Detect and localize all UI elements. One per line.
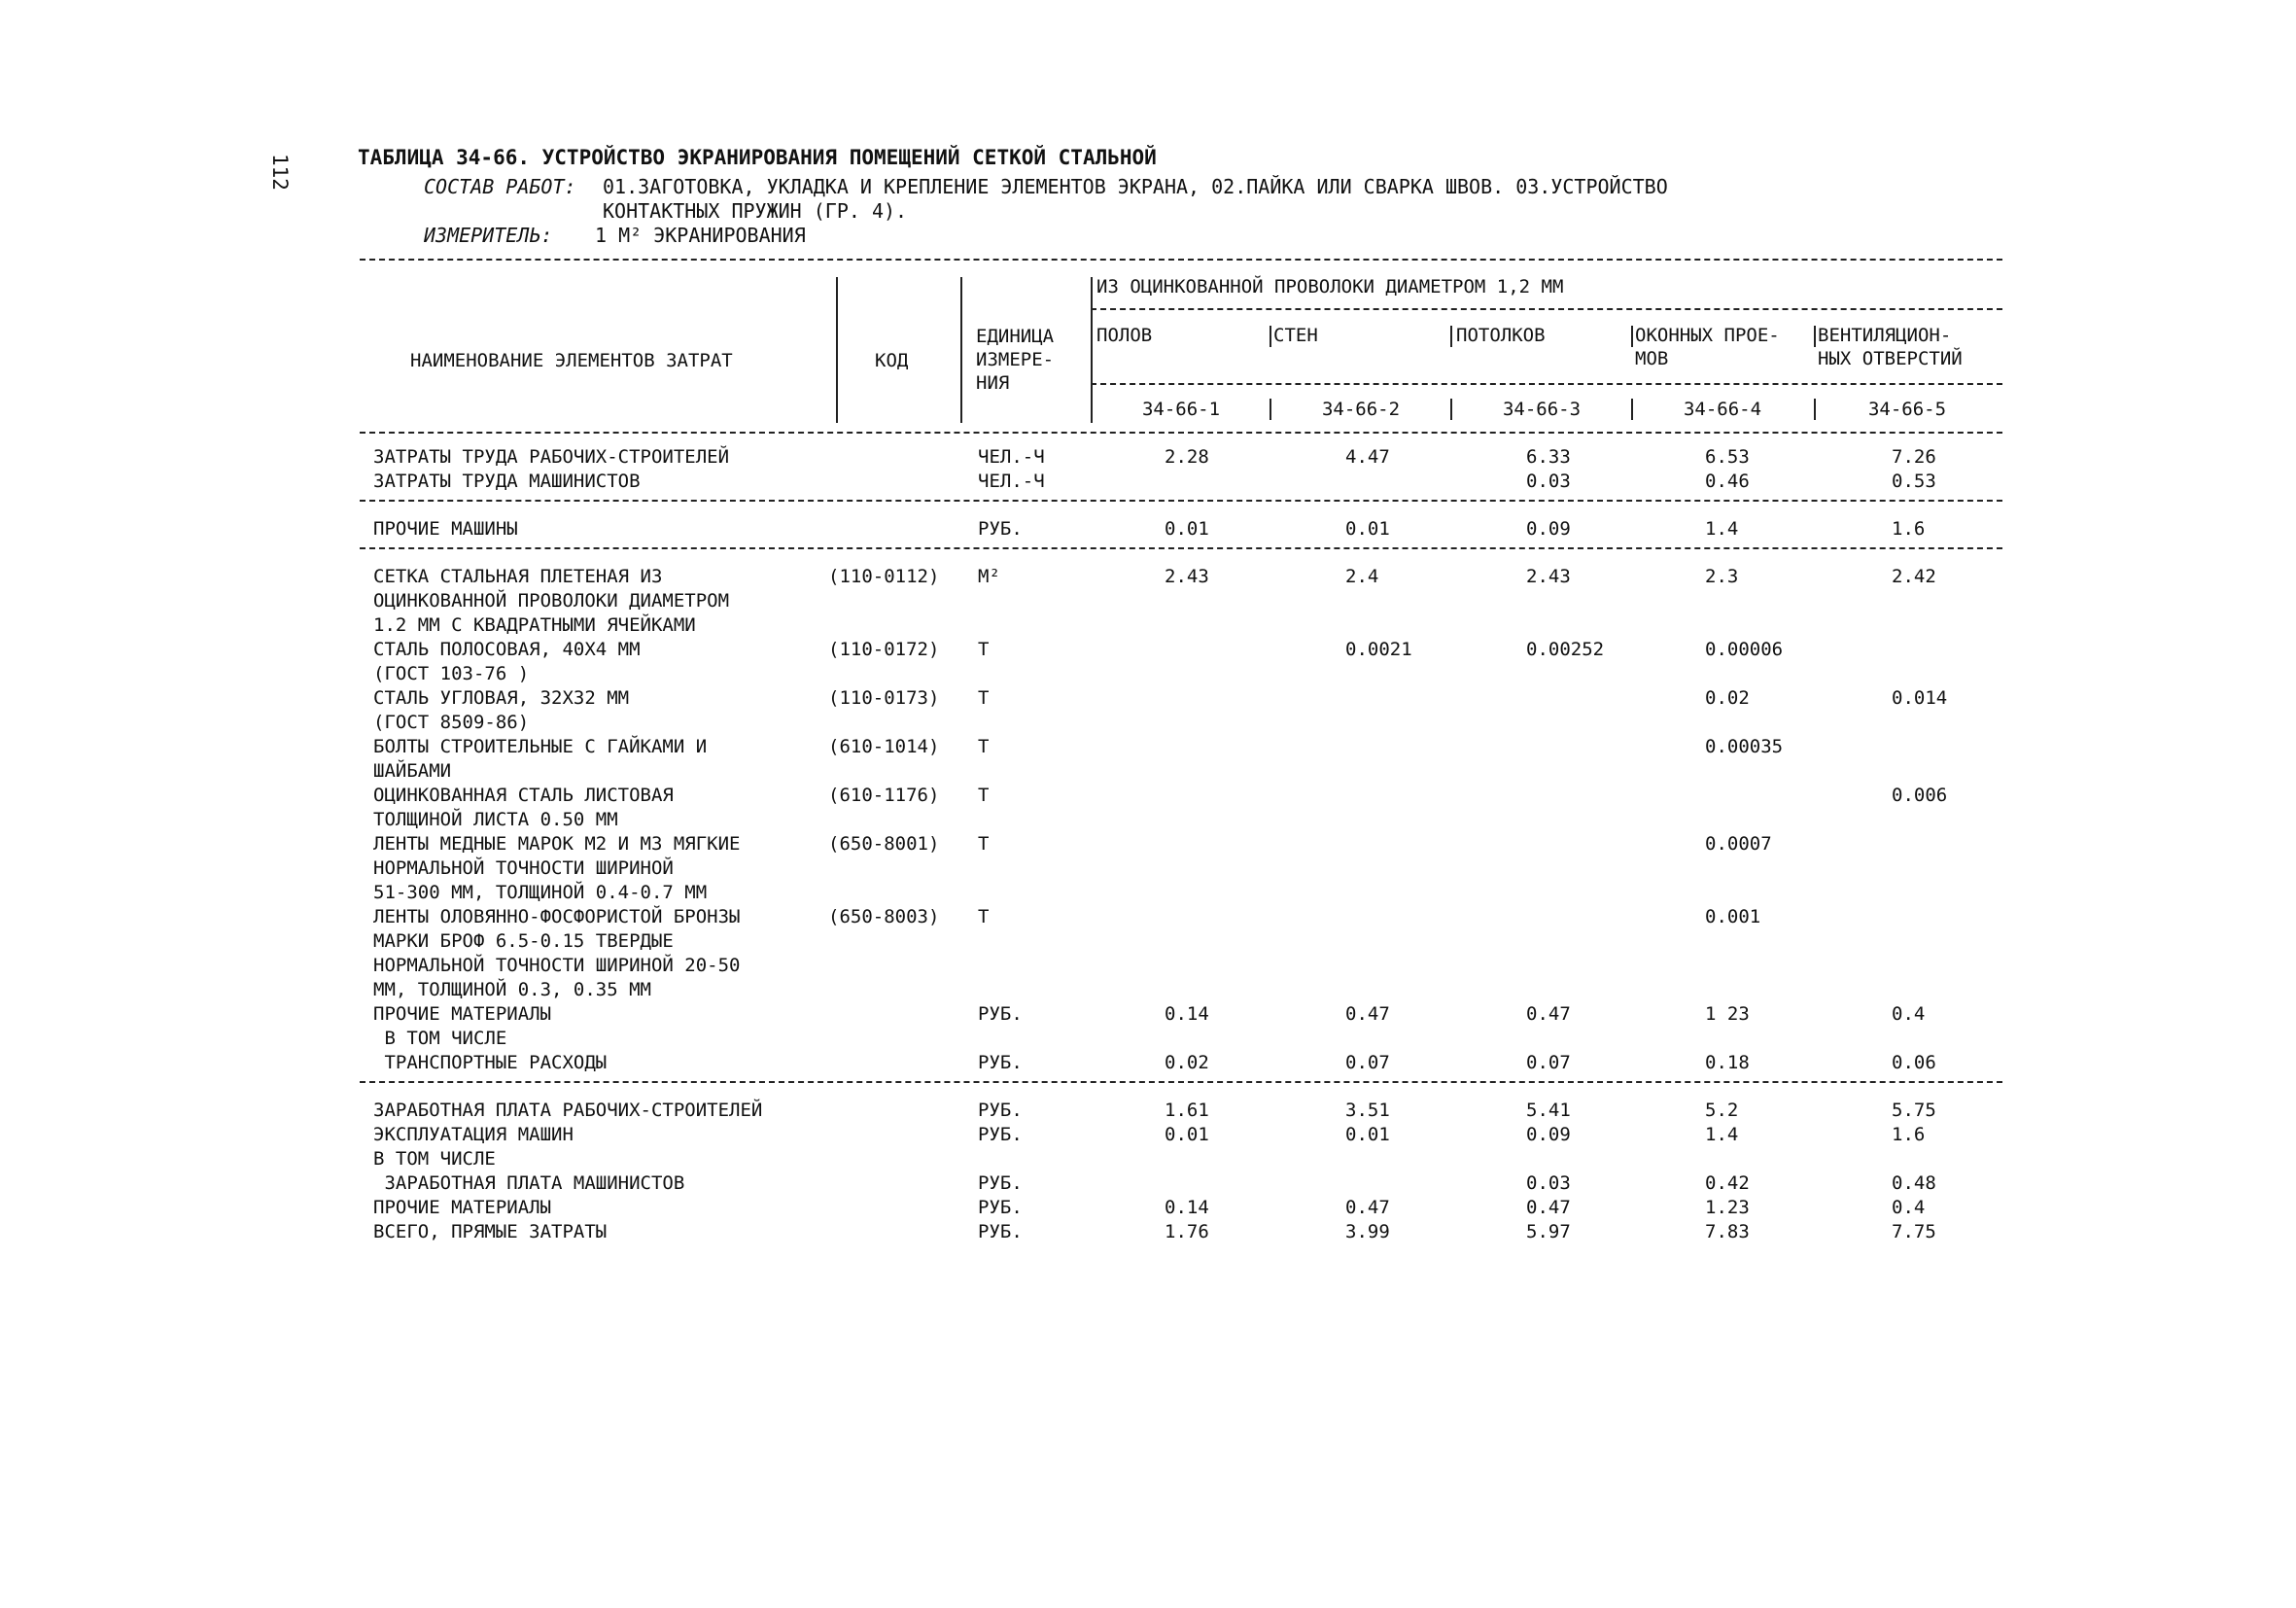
- row-value-4: 0.001: [1705, 906, 1761, 927]
- column-code-5: 34-66-5: [1867, 399, 1947, 420]
- row-name: ТРАНСПОРТНЫЕ РАСХОДЫ: [373, 1052, 608, 1073]
- row-unit: РУБ.: [978, 1221, 1023, 1242]
- row-value-3: 0.03: [1526, 1172, 1571, 1194]
- row-value-3: 0.03: [1526, 471, 1571, 492]
- row-value-4: 1.4: [1705, 1124, 1739, 1145]
- row-name: СЕТКА СТАЛЬНАЯ ПЛЕТЕНАЯ ИЗ ОЦИНКОВАННОЙ ПРОВОЛОКИ ДИАМЕТРОМ 1.2 ММ С КВАДРАТНЫМИ ЯЧЕЙКАМИ: [373, 566, 730, 636]
- row-value-4: 0.00035: [1705, 736, 1784, 757]
- row-unit: Т: [978, 785, 990, 806]
- header-group: ИЗ ОЦИНКОВАННОЙ ПРОВОЛОКИ ДИАМЕТРОМ 1,2 ММ: [1096, 276, 1564, 297]
- col-sep-unit: [960, 277, 962, 423]
- row-code: (610-1176): [828, 785, 940, 806]
- header-unit: ЕДИНИЦА ИЗМЕРЕ- НИЯ: [976, 326, 1055, 394]
- composition-label: СОСТАВ РАБОТ:: [424, 175, 576, 198]
- row-value-5: 7.75: [1892, 1221, 1936, 1242]
- row-value-5: 1.6: [1892, 1124, 1926, 1145]
- row-unit: ЧЕЛ.-Ч: [978, 471, 1045, 492]
- section-rule: [360, 547, 2002, 549]
- row-name: ОЦИНКОВАННАЯ СТАЛЬ ЛИСТОВАЯ ТОЛЩИНОЙ ЛИСТА 0.50 ММ: [373, 785, 674, 830]
- row-name: ПРОЧИЕ МАТЕРИАЛЫ: [373, 1197, 552, 1218]
- column-header-5: ВЕНТИЛЯЦИОН- НЫХ ОТВЕРСТИЙ: [1818, 325, 1963, 369]
- row-unit: М²: [978, 566, 1000, 587]
- column-code-2: 34-66-2: [1321, 399, 1401, 420]
- row-value-4: 0.00006: [1705, 639, 1784, 660]
- row-value-5: 2.42: [1892, 566, 1936, 587]
- row-name: ЭКСПЛУАТАЦИЯ МАШИН В ТОМ ЧИСЛЕ: [373, 1124, 574, 1170]
- row-value-3: 0.00252: [1526, 639, 1605, 660]
- composition-line-1: 01.ЗАГОТОВКА, УКЛАДКА И КРЕПЛЕНИЕ ЭЛЕМЕНТОВ ЭКРАНА, 02.ПАЙКА ИЛИ СВАРКА ШВОВ. 03.УСТРОЙСТВО: [603, 175, 1668, 198]
- code-sep-4: [1631, 399, 1633, 420]
- composition-line-2: КОНТАКТНЫХ ПРУЖИН (ГР. 4).: [603, 199, 908, 223]
- row-code: (110-0112): [828, 566, 940, 587]
- row-value-1: 1.76: [1165, 1221, 1209, 1242]
- header-code: КОД: [875, 350, 909, 371]
- row-name: ЗАТРАТЫ ТРУДА МАШИНИСТОВ: [373, 471, 641, 492]
- row-value-1: 0.01: [1165, 518, 1209, 540]
- row-name: ЗАРАБОТНАЯ ПЛАТА МАШИНИСТОВ: [373, 1172, 685, 1194]
- table-title: ТАБЛИЦА 34-66. УСТРОЙСТВО ЭКРАНИРОВАНИЯ ПОМЕЩЕНИЙ СЕТКОЙ СТАЛЬНОЙ: [358, 146, 1157, 169]
- row-name: ЛЕНТЫ МЕДНЫЕ МАРОК М2 И М3 МЯГКИЕ НОРМАЛЬНОЙ ТОЧНОСТИ ШИРИНОЙ 51-300 ММ, ТОЛЩИНОЙ 0.4-0.7 ММ: [373, 833, 741, 903]
- row-value-3: 0.09: [1526, 518, 1571, 540]
- header-top-rule: [360, 259, 2002, 261]
- row-value-4: 2.3: [1705, 566, 1739, 587]
- row-value-5: 0.48: [1892, 1172, 1936, 1194]
- row-unit: Т: [978, 906, 990, 927]
- row-value-3: 5.41: [1526, 1100, 1571, 1121]
- row-name: ПРОЧИЕ МАШИНЫ: [373, 518, 518, 540]
- col-sep-values: [1091, 277, 1093, 423]
- row-value-3: 0.09: [1526, 1124, 1571, 1145]
- row-value-2: 2.4: [1345, 566, 1379, 587]
- row-value-2: 0.47: [1345, 1197, 1390, 1218]
- row-value-3: 0.47: [1526, 1003, 1571, 1025]
- row-code: (650-8001): [828, 833, 940, 855]
- header-bottom-rule: [360, 432, 2002, 434]
- row-name: ЗАРАБОТНАЯ ПЛАТА РАБОЧИХ-СТРОИТЕЛЕЙ: [373, 1100, 763, 1121]
- row-value-3: 0.07: [1526, 1052, 1571, 1073]
- row-value-4: 1 23: [1705, 1003, 1750, 1025]
- column-header-4: ОКОННЫХ ПРОЕ- МОВ: [1635, 325, 1780, 369]
- row-name: БОЛТЫ СТРОИТЕЛЬНЫЕ С ГАЙКАМИ И ШАЙБАМИ: [373, 736, 708, 782]
- row-value-1: 1.61: [1165, 1100, 1209, 1121]
- row-value-5: 5.75: [1892, 1100, 1936, 1121]
- column-header-1: ПОЛОВ: [1096, 325, 1153, 346]
- row-value-2: 0.01: [1345, 1124, 1390, 1145]
- col-sep-5: [1814, 326, 1816, 347]
- row-code: (610-1014): [828, 736, 940, 757]
- row-value-5: 0.06: [1892, 1052, 1936, 1073]
- row-unit: Т: [978, 833, 990, 855]
- row-value-5: 0.006: [1892, 785, 1948, 806]
- page-number: 112: [268, 154, 292, 191]
- row-value-4: 6.53: [1705, 446, 1750, 468]
- row-code: (110-0173): [828, 687, 940, 709]
- row-value-3: 0.47: [1526, 1197, 1571, 1218]
- row-value-4: 1.23: [1705, 1197, 1750, 1218]
- row-value-4: 0.46: [1705, 471, 1750, 492]
- row-name: ЗАТРАТЫ ТРУДА РАБОЧИХ-СТРОИТЕЛЕЙ: [373, 446, 730, 468]
- section-rule: [360, 1081, 2002, 1083]
- code-sep-2: [1270, 399, 1271, 420]
- col-sep-code: [836, 277, 838, 423]
- column-code-4: 34-66-4: [1683, 399, 1762, 420]
- row-name: ЛЕНТЫ ОЛОВЯННО-ФОСФОРИСТОЙ БРОНЗЫ МАРКИ БРОФ 6.5-0.15 ТВЕРДЫЕ НОРМАЛЬНОЙ ТОЧНОСТИ ШИРИНОЙ 20-50 ММ, ТОЛЩИНОЙ 0.3, 0.35 ММ: [373, 906, 741, 1000]
- code-sep-3: [1450, 399, 1452, 420]
- row-code: (650-8003): [828, 906, 940, 927]
- row-name: ПРОЧИЕ МАТЕРИАЛЫ В ТОМ ЧИСЛЕ: [373, 1003, 552, 1049]
- row-value-1: 0.14: [1165, 1197, 1209, 1218]
- row-value-2: 3.51: [1345, 1100, 1390, 1121]
- row-code: (110-0172): [828, 639, 940, 660]
- row-name: СТАЛЬ ПОЛОСОВАЯ, 40Х4 ММ (ГОСТ 103-76 ): [373, 639, 641, 684]
- row-value-2: 0.47: [1345, 1003, 1390, 1025]
- row-value-3: 5.97: [1526, 1221, 1571, 1242]
- row-value-2: 0.0021: [1345, 639, 1412, 660]
- row-value-1: 2.28: [1165, 446, 1209, 468]
- row-value-1: 0.02: [1165, 1052, 1209, 1073]
- row-value-4: 0.02: [1705, 687, 1750, 709]
- row-unit: РУБ.: [978, 1124, 1023, 1145]
- row-value-4: 0.0007: [1705, 833, 1772, 855]
- row-unit: РУБ.: [978, 518, 1023, 540]
- col-sep-4: [1631, 326, 1633, 347]
- row-value-2: 0.07: [1345, 1052, 1390, 1073]
- column-header-2: СТЕН: [1273, 325, 1318, 346]
- row-value-2: 3.99: [1345, 1221, 1390, 1242]
- row-unit: РУБ.: [978, 1003, 1023, 1025]
- codes-rule: [1091, 383, 2002, 385]
- row-unit: РУБ.: [978, 1197, 1023, 1218]
- row-name: СТАЛЬ УГЛОВАЯ, 32Х32 ММ (ГОСТ 8509-86): [373, 687, 630, 733]
- row-value-4: 0.42: [1705, 1172, 1750, 1194]
- row-value-5: 0.53: [1892, 471, 1936, 492]
- row-value-2: 4.47: [1345, 446, 1390, 468]
- row-unit: РУБ.: [978, 1052, 1023, 1073]
- row-value-3: 6.33: [1526, 446, 1571, 468]
- row-value-1: 2.43: [1165, 566, 1209, 587]
- row-value-5: 7.26: [1892, 446, 1936, 468]
- section-rule: [360, 500, 2002, 502]
- row-unit: РУБ.: [978, 1100, 1023, 1121]
- column-code-1: 34-66-1: [1141, 399, 1221, 420]
- measure-label: ИЗМЕРИТЕЛЬ:: [424, 224, 553, 247]
- row-value-4: 5.2: [1705, 1100, 1739, 1121]
- row-value-5: 0.014: [1892, 687, 1948, 709]
- row-value-4: 0.18: [1705, 1052, 1750, 1073]
- row-value-1: 0.01: [1165, 1124, 1209, 1145]
- column-code-3: 34-66-3: [1502, 399, 1582, 420]
- row-unit: Т: [978, 639, 990, 660]
- row-value-5: 0.4: [1892, 1197, 1926, 1218]
- row-unit: РУБ.: [978, 1172, 1023, 1194]
- row-value-3: 2.43: [1526, 566, 1571, 587]
- measure-value: 1 М² ЭКРАНИРОВАНИЯ: [595, 224, 806, 247]
- column-header-3: ПОТОЛКОВ: [1456, 325, 1546, 346]
- header-name: НАИМЕНОВАНИЕ ЭЛЕМЕНТОВ ЗАТРАТ: [410, 350, 733, 371]
- group-rule: [1091, 308, 2002, 310]
- row-value-5: 1.6: [1892, 518, 1926, 540]
- col-sep-3: [1450, 326, 1452, 347]
- row-value-5: 0.4: [1892, 1003, 1926, 1025]
- row-name: ВСЕГО, ПРЯМЫЕ ЗАТРАТЫ: [373, 1221, 608, 1242]
- row-unit: ЧЕЛ.-Ч: [978, 446, 1045, 468]
- row-unit: Т: [978, 736, 990, 757]
- row-value-2: 0.01: [1345, 518, 1390, 540]
- code-sep-5: [1814, 399, 1816, 420]
- row-unit: Т: [978, 687, 990, 709]
- row-value-4: 7.83: [1705, 1221, 1750, 1242]
- col-sep-2: [1270, 326, 1271, 347]
- row-value-4: 1.4: [1705, 518, 1739, 540]
- row-value-1: 0.14: [1165, 1003, 1209, 1025]
